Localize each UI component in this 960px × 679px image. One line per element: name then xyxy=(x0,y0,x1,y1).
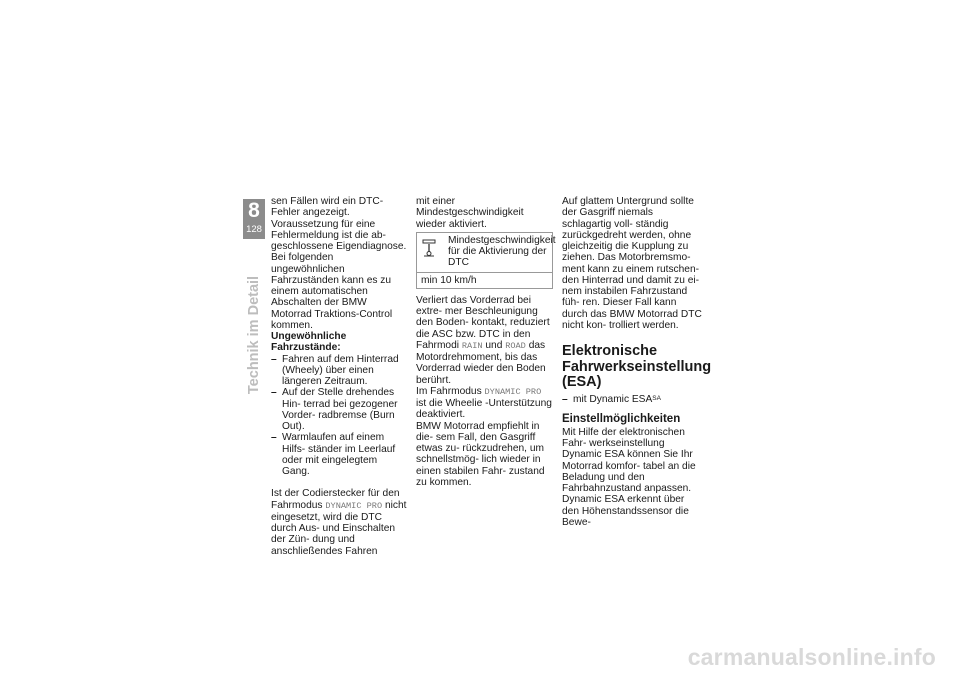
paragraph xyxy=(416,386,553,421)
text: das Motordrehmoment, bis das Vorderrad wieder den Boden berührt. xyxy=(416,339,546,386)
text: Ist der Codierstecker für den Fahrmodus xyxy=(271,488,400,511)
chapter-number: 8 xyxy=(248,199,260,222)
mode-label: DYNAMIC PRO xyxy=(484,386,542,397)
text: nicht eingesetzt, wird die DTC durch Aus- und Einschalten der Zün- dung und anschließendes Fahren xyxy=(271,499,407,557)
chapter-badge xyxy=(243,199,265,239)
table-header-text: Mindestgeschwindigkeit für die Aktivierung der DTC xyxy=(448,234,556,269)
mode-label: DYNAMIC PRO xyxy=(325,500,383,511)
mode-label: RAIN xyxy=(461,340,483,351)
text: und xyxy=(485,339,503,351)
text: Im Fahrmodus xyxy=(416,385,482,397)
column-2 xyxy=(416,196,556,488)
paragraph: Dynamic ESA erkennt über den Höhenstandssensor die Bewe- xyxy=(562,494,689,528)
warning-speed-icon xyxy=(422,239,436,257)
column-1 xyxy=(271,196,407,557)
column-3 xyxy=(562,196,712,528)
option-marker: SA xyxy=(652,394,661,402)
paragraph: Mit Hilfe der elektronischen Fahr- werkseinstellung Dynamic ESA können Sie Ihr Motorrad komfor- tabel an die Beladung und den Fahrbahnzustand anpassen. xyxy=(562,426,696,494)
text: Verliert das Vorderrad bei extre- mer Beschleunigung den Boden- kontakt, reduziert die ASC bzw. DTC in den Fahrmodi xyxy=(416,294,550,351)
watermark: carmanualsonline.info xyxy=(687,644,936,670)
paragraph: Bei folgenden ungewöhnlichen Fahrzuständen kann es zu einem automatischen Abschalten der BMW Motorrad Traktions-Control kommen. xyxy=(271,252,393,331)
subsection-heading: Einstellmöglichkeiten xyxy=(562,412,681,425)
table-value: min 10 km/h xyxy=(421,274,477,286)
paragraph: sen Fällen wird ein DTC-Fehler angezeigt. Voraussetzung für eine Fehlermeldung ist die ab- geschlossene Eigendiagnose. xyxy=(271,196,407,252)
mode-label: ROAD xyxy=(505,340,526,351)
speed-table xyxy=(416,232,556,289)
list-item: – Auf der Stelle drehendes Hin- terrad bei gezogener Vorder- radbremse (Burn Out). xyxy=(271,387,407,432)
chapter-title xyxy=(244,250,264,420)
list-item: – Warmlaufen auf einem Hilfs- ständer im Leerlauf oder mit eingelegtem Gang. xyxy=(271,432,407,477)
page-number: 128 xyxy=(246,224,262,235)
paragraph xyxy=(271,488,407,557)
section-heading: Ungewöhnliche Fahrzustände: xyxy=(271,331,347,354)
paragraph xyxy=(416,295,553,386)
conditions-list xyxy=(271,354,407,478)
text: mit Dynamic ESA xyxy=(573,393,653,405)
option-list xyxy=(562,394,702,405)
list-item: – Fahren auf dem Hinterrad (Wheely) über einen längeren Zeitraum. xyxy=(271,354,407,388)
table-header xyxy=(417,233,556,273)
chapter-title-text: Technik im Detail xyxy=(246,275,262,395)
paragraph: BMW Motorrad empfiehlt in die- sem Fall, den Gasgriff etwas zu- rückzudrehen, um schnellstmög- lich wieder in einen stabilen Fahr- zustand zu kommen. xyxy=(416,420,545,488)
paragraph: Auf glattem Untergrund sollte der Gasgriff niemals schlagartig voll- ständig zurückgedreht werden, ohne gleichzeitig die Kupplung zu ziehen. Das Motorbremsmo- ment kann zu einem rutschen- den Hinterrad und damit zu ei- nem instabilen Fahrzustand füh- ren. Dieser Fall kann durch das BMW Motorrad DTC nicht kon- trolliert werden. xyxy=(562,196,702,331)
paragraph: mit einer Mindestgeschwindigkeit wieder aktiviert. xyxy=(416,196,524,230)
text: ist die Wheelie -Unterstützung deaktiviert. xyxy=(416,398,552,421)
section-heading: Elektronische Fahrwerkseinstellung (ESA) xyxy=(562,343,712,390)
list-item xyxy=(562,394,702,405)
